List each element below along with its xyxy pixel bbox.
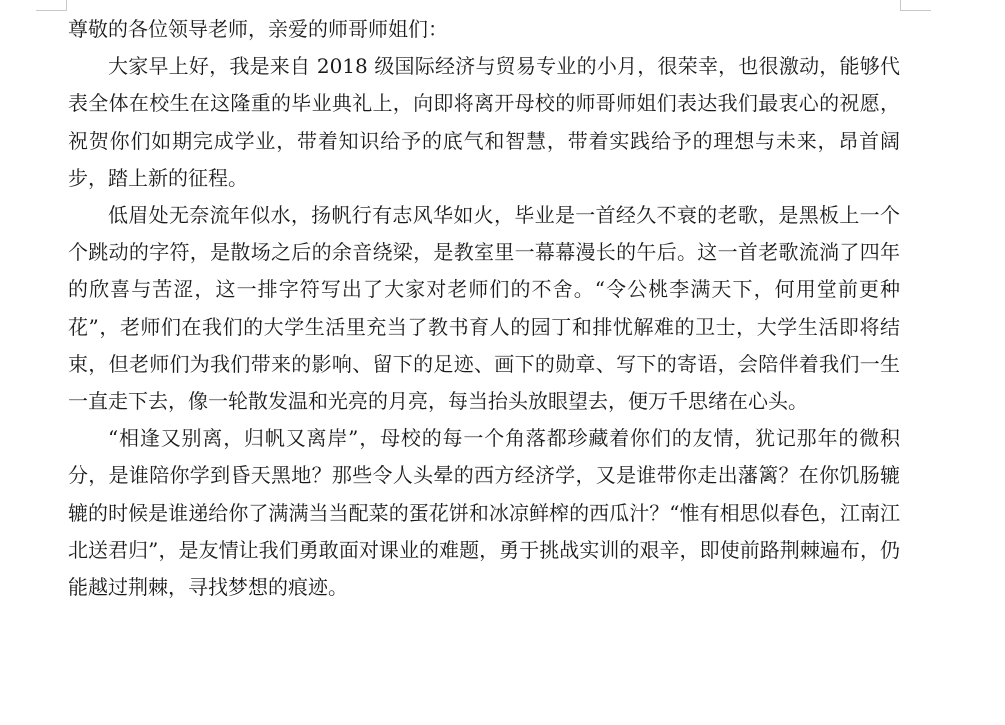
paragraph-3: “相逢又别离，归帆又离岸”，母校的每一个角落都珍藏着你们的友情，犹记那年的微积分，是谁陪你学到昏天黑地？那些令人头晕的西方经济学，又是谁带你走出藩篱？在你饥肠辘辘的时候是谁递给你了满满当当配菜的蛋花饼和冰凉鲜榨的西瓜汁？“惟有相思似春色，江南江北送君归”，是友情让我们勇敢面对课业的难题，勇于挑战实训的艰辛，即使前路荆棘遍布，仍能越过荆棘，寻找梦想的痕迹。 xyxy=(68,426,900,600)
margin-corner-mark-right xyxy=(900,0,931,11)
margin-corner-mark-left xyxy=(36,0,67,11)
paragraph-2: 低眉处无奈流年似水，扬帆行有志风华如火，毕业是一首经久不衰的老歌，是黑板上一个个跳动的字符，是散场之后的余音绕梁，是教室里一幕幕漫长的午后。这一首老歌流淌了四年的欣喜与苦涩，这一排字符写出了大家对老师们的不舍。“令公桃李满天下，何用堂前更种花”，老师们在我们的大学生活里充当了教书育人的园丁和排忧解难的卫士，大学生活即将结束，但老师们为我们带来的影响、留下的足迹、画下的勋章、写下的寄语，会陪伴着我们一生一直走下去，像一轮散发温和光亮的月亮，每当抬头放眼望去，便万千思绪在心头。 xyxy=(68,203,900,414)
salutation-line: 尊敬的各位领导老师，亲爱的师哥师姐们： xyxy=(68,17,448,41)
document-body[interactable] xyxy=(68,11,900,606)
paragraph-1: 大家早上好，我是来自 2018 级国际经济与贸易专业的小月，很荣幸，也很激动，能够代表全体在校生在这隆重的毕业典礼上，向即将离开母校的师哥师姐们表达我们最衷心的祝愿，祝贺你们如期完成学业，带着知识给予的底气和智慧，带着实践给予的理想与未来，昂首阔步，踏上新的征程。 xyxy=(68,54,900,190)
